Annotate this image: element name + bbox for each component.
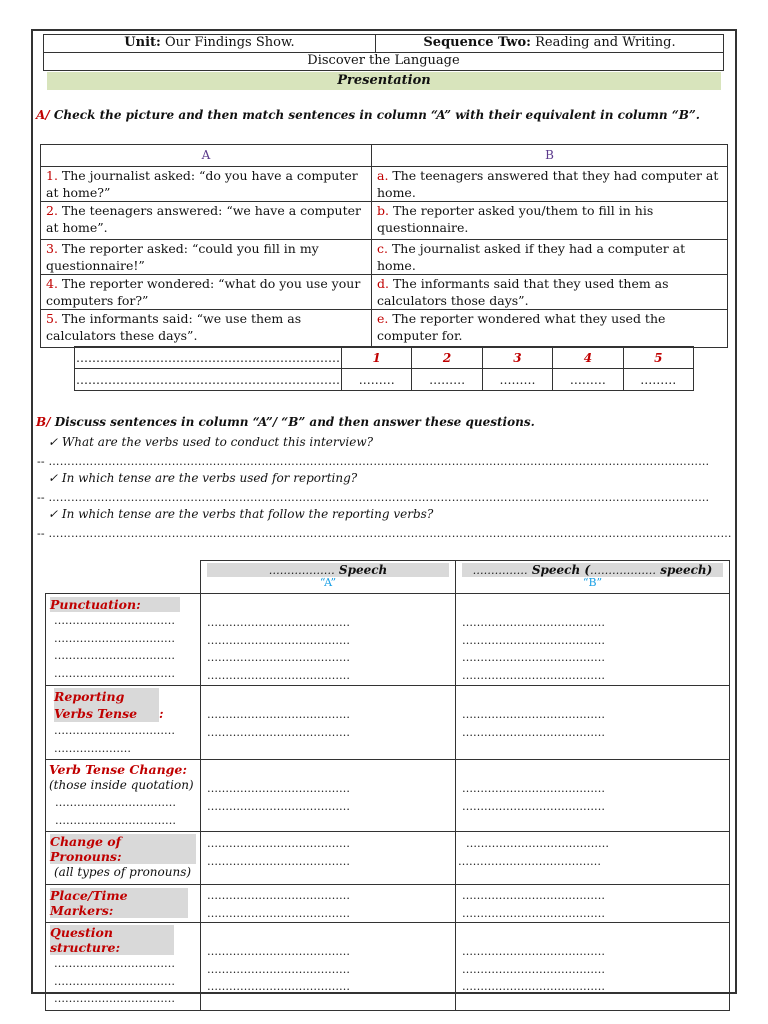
section-title: Presentation [47,72,721,90]
direct-speech-header: ……………… Speech “A” [201,561,456,594]
table-row: Punctuation: …………………………… …………………………… …………………………… …………………………… ………………………………… ………………………………… ………………………………… ………………………………… ………………………………… ………………………………… ………………………………… ………………………………… [46,594,730,686]
answer-line-1[interactable]: -- …………………………………………………………………………………………………………………………………………………………… [37,455,710,468]
table-row: 5. The informants said: “we use them as calculators these days”. e. The reporter wondered what they used the computer for. [41,310,728,348]
answer-label: ………………………………………………………… [75,369,342,391]
unit-cell: Unit: Our Findings Show. [44,35,376,53]
answer-blank[interactable]: ……… [623,369,693,391]
answer-number: 2 [412,347,482,369]
table-row: 3. The reporter asked: “could you fill in my questionnaire!” c. The journalist asked if they had a computer at home. [41,240,728,275]
place-time-label: Place/Time Markers: [50,888,188,918]
answer-number: 1 [342,347,412,369]
part-a-instruction: A/ Check the picture and then match sentences in column “A” with their equivalent in column “B”. [36,108,700,122]
table-row: Verb Tense Change: (those inside quotation) …………………………… …………………………… ………………………………… ………………………………… ………………………………… ………………………………… [46,760,730,832]
reported-speech-header: …………… Speech (……………… speech) “B” [456,561,730,594]
answer-blank[interactable]: ……… [553,369,623,391]
answer-blank[interactable]: ……… [412,369,482,391]
answer-blank[interactable]: ……… [342,369,412,391]
punctuation-label: Punctuation: [50,597,180,612]
speech-grid [45,560,730,1011]
header-table [43,34,724,71]
checkmark-icon: ✓ [48,507,62,521]
question-3: ✓ In which tense are the verbs that follow the reporting verbs? [48,507,434,521]
subtitle-cell: Discover the Language [44,53,724,71]
pronouns-label: Change of Pronouns: [50,834,196,864]
table-row: 1. The journalist asked: “do you have a computer at home?” a. The teenagers answered that they had computer at home. [41,167,728,202]
answer-number: 5 [623,347,693,369]
table-row: Change of Pronouns: (all types of pronouns) ………………………………… ………………………………… ………………………………… ………………………………… [46,832,730,885]
answer-blank[interactable]: ……… [482,369,552,391]
column-b-header: B [372,145,728,167]
answer-line-3[interactable]: -- ………………………………………………………………………………………………………………………………………………………………… [37,527,732,540]
question-1: ✓ What are the verbs used to conduct this interview? [48,435,374,449]
table-row: Question structure: …………………………… …………………………… …………………………… ………………………………… ………………………………… ………………………………… ………………………………… ………………………………… ………………………………… [46,923,730,1011]
answer-number: 4 [553,347,623,369]
sequence-cell: Sequence Two: Reading and Writing. [376,35,724,53]
reporting-tense-label: Reporting Verbs Tense [54,688,159,722]
question-2: ✓ In which tense are the verbs used for reporting? [48,471,358,485]
column-a-header: A [41,145,372,167]
table-row: Reporting Verbs Tense : …………………………… ………………… ………………………………… ………………………………… ………………………………… ………………………………… [46,686,730,760]
verb-change-label: Verb Tense Change: [49,762,187,777]
answer-line-2[interactable]: -- …………………………………………………………………………………………………………………………………………………………… [37,491,710,504]
table-row: 2. The teenagers answered: “we have a computer at home”. b. The reporter asked you/them to fill in his questionnaire. [41,202,728,240]
answer-table [74,346,694,391]
checkmark-icon: ✓ [48,471,62,485]
question-structure-label: Question structure: [50,925,174,955]
answer-label: ………………………………………………………… [75,347,342,369]
table-row: 4. The reporter wondered: “what do you use your computers for?” d. The informants said that they used them as calculators those days”. [41,275,728,310]
checkmark-icon: ✓ [48,435,62,449]
table-row: Place/Time Markers: ………………………………… ………………………………… ………………………………… ………………………………… [46,885,730,923]
answer-number: 3 [482,347,552,369]
part-b-instruction: B/ Discuss sentences in column “A”/ “B” and then answer these questions. [36,415,535,429]
matching-table [40,144,728,348]
